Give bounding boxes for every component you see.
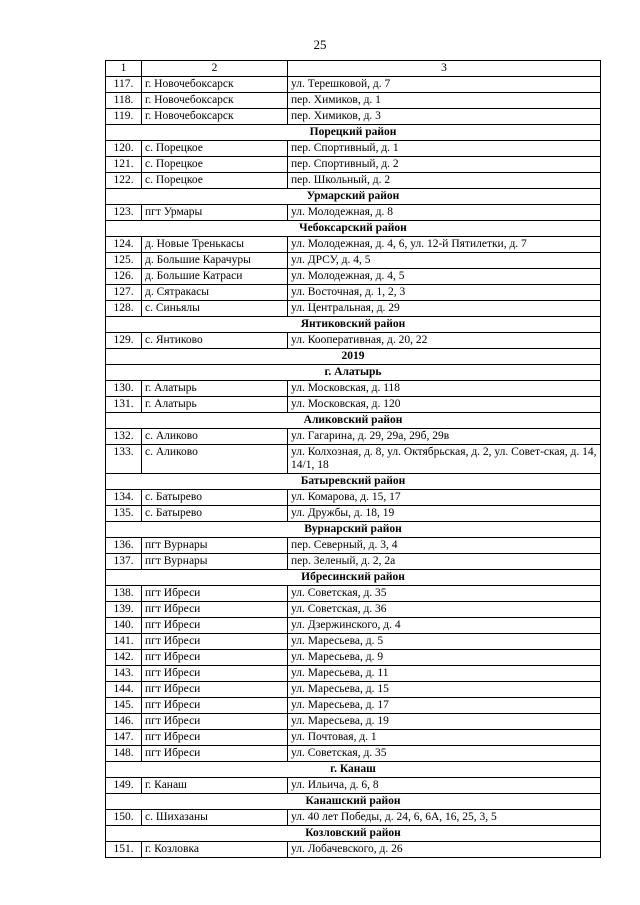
table-row — [106, 253, 601, 269]
row-address: ул. Маресьева, д. 15 — [288, 682, 601, 698]
row-place: пгт Вурнары — [142, 538, 288, 554]
table-row — [106, 77, 601, 93]
table-row — [106, 205, 601, 221]
section-title: Янтиковский район — [106, 317, 601, 333]
row-place: д. Большие Катраси — [142, 269, 288, 285]
row-place: г. Новочебоксарск — [142, 93, 288, 109]
section-header-row — [106, 221, 601, 237]
row-address: ул. Гагарина, д. 29, 29а, 29б, 29в — [288, 429, 601, 445]
row-address: пер. Спортивный, д. 2 — [288, 157, 601, 173]
section-title: Канашский район — [106, 794, 601, 810]
row-address: ул. Ильича, д. 6, 8 — [288, 778, 601, 794]
table-row — [106, 429, 601, 445]
row-place: с. Аликово — [142, 445, 288, 474]
row-number: 151. — [106, 842, 142, 858]
row-number: 143. — [106, 666, 142, 682]
row-place: пгт Ибреси — [142, 730, 288, 746]
row-number: 118. — [106, 93, 142, 109]
row-number: 127. — [106, 285, 142, 301]
table-row — [106, 538, 601, 554]
section-title: 2019 — [106, 349, 601, 365]
section-header-row — [106, 794, 601, 810]
row-place: пгт Ибреси — [142, 602, 288, 618]
row-place: г. Канаш — [142, 778, 288, 794]
table-row — [106, 301, 601, 317]
section-header-row — [106, 522, 601, 538]
row-number: 142. — [106, 650, 142, 666]
row-number: 131. — [106, 397, 142, 413]
section-header-row — [106, 125, 601, 141]
row-number: 145. — [106, 698, 142, 714]
section-title: г. Алатырь — [106, 365, 601, 381]
row-address: ул. Советская, д. 35 — [288, 586, 601, 602]
row-place: пгт Ибреси — [142, 634, 288, 650]
row-place: пгт Ибреси — [142, 650, 288, 666]
table-row — [106, 269, 601, 285]
row-number: 129. — [106, 333, 142, 349]
row-number: 119. — [106, 109, 142, 125]
column-header-2: 2 — [142, 61, 288, 77]
row-number: 123. — [106, 205, 142, 221]
row-address: ул. ДРСУ, д. 4, 5 — [288, 253, 601, 269]
row-address: ул. Маресьева, д. 9 — [288, 650, 601, 666]
row-number: 125. — [106, 253, 142, 269]
table-header-row — [106, 61, 601, 77]
row-number: 120. — [106, 141, 142, 157]
table-row — [106, 634, 601, 650]
row-place: г. Козловка — [142, 842, 288, 858]
table-row — [106, 586, 601, 602]
row-address: ул. Молодежная, д. 8 — [288, 205, 601, 221]
row-address: ул. Маресьева, д. 19 — [288, 714, 601, 730]
table-row — [106, 93, 601, 109]
row-number: 128. — [106, 301, 142, 317]
section-title: Батыревский район — [106, 474, 601, 490]
row-address: ул. Молодежная, д. 4, 6, ул. 12-й Пятилетки, д. 7 — [288, 237, 601, 253]
row-place: г. Новочебоксарск — [142, 77, 288, 93]
row-address: ул. Кооперативная, д. 20, 22 — [288, 333, 601, 349]
row-address: ул. Терешковой, д. 7 — [288, 77, 601, 93]
section-header-row — [106, 474, 601, 490]
row-number: 122. — [106, 173, 142, 189]
row-place: с. Порецкое — [142, 173, 288, 189]
row-number: 146. — [106, 714, 142, 730]
section-title: Урмарский район — [106, 189, 601, 205]
table-body — [106, 77, 601, 858]
row-number: 134. — [106, 490, 142, 506]
table-row — [106, 842, 601, 858]
row-place: г. Алатырь — [142, 397, 288, 413]
column-header-1: 1 — [106, 61, 142, 77]
row-place: с. Синьялы — [142, 301, 288, 317]
table-row — [106, 714, 601, 730]
row-address: ул. Молодежная, д. 4, 5 — [288, 269, 601, 285]
row-number: 138. — [106, 586, 142, 602]
row-place: д. Новые Тренькасы — [142, 237, 288, 253]
table-row — [106, 285, 601, 301]
table-row — [106, 682, 601, 698]
row-number: 133. — [106, 445, 142, 474]
section-header-row — [106, 189, 601, 205]
address-table — [105, 60, 601, 858]
row-place: д. Сятракасы — [142, 285, 288, 301]
table-row — [106, 650, 601, 666]
row-number: 139. — [106, 602, 142, 618]
table-row — [106, 554, 601, 570]
table-row — [106, 381, 601, 397]
row-place: пгт Ибреси — [142, 586, 288, 602]
table-row — [106, 506, 601, 522]
row-place: пгт Ибреси — [142, 698, 288, 714]
row-address: ул. Лобачевского, д. 26 — [288, 842, 601, 858]
row-number: 148. — [106, 746, 142, 762]
row-place: д. Большие Карачуры — [142, 253, 288, 269]
row-address: пер. Химиков, д. 3 — [288, 109, 601, 125]
section-title: Аликовский район — [106, 413, 601, 429]
section-title: г. Канаш — [106, 762, 601, 778]
row-number: 137. — [106, 554, 142, 570]
row-number: 126. — [106, 269, 142, 285]
row-address: пер. Спортивный, д. 1 — [288, 141, 601, 157]
row-number: 135. — [106, 506, 142, 522]
row-place: пгт Ибреси — [142, 666, 288, 682]
table-row — [106, 602, 601, 618]
section-title: Порецкий район — [106, 125, 601, 141]
row-number: 117. — [106, 77, 142, 93]
table-row — [106, 730, 601, 746]
row-address: ул. Московская, д. 120 — [288, 397, 601, 413]
section-title: Чебоксарский район — [106, 221, 601, 237]
row-address: ул. 40 лет Победы, д. 24, 6, 6А, 16, 25, 3, 5 — [288, 810, 601, 826]
row-address: ул. Дружбы, д. 18, 19 — [288, 506, 601, 522]
table-row — [106, 173, 601, 189]
table-row — [106, 698, 601, 714]
table-row — [106, 141, 601, 157]
table-row — [106, 810, 601, 826]
row-address: ул. Колхозная, д. 8, ул. Октябрьская, д. 2, ул. Совет-ская, д. 14, 14/1, 18 — [288, 445, 601, 474]
row-address: пер. Зеленый, д. 2, 2а — [288, 554, 601, 570]
row-number: 140. — [106, 618, 142, 634]
row-place: пгт Ибреси — [142, 746, 288, 762]
table-row — [106, 109, 601, 125]
row-address: ул. Почтовая, д. 1 — [288, 730, 601, 746]
row-address: ул. Московская, д. 118 — [288, 381, 601, 397]
table-row — [106, 333, 601, 349]
table-row — [106, 237, 601, 253]
section-title: Вурнарский район — [106, 522, 601, 538]
row-number: 150. — [106, 810, 142, 826]
row-place: с. Порецкое — [142, 157, 288, 173]
table-row — [106, 618, 601, 634]
table-row — [106, 397, 601, 413]
row-number: 124. — [106, 237, 142, 253]
row-place: с. Батырево — [142, 506, 288, 522]
section-header-row — [106, 826, 601, 842]
row-address: ул. Восточная, д. 1, 2, 3 — [288, 285, 601, 301]
row-address: ул. Маресьева, д. 5 — [288, 634, 601, 650]
section-header-row — [106, 762, 601, 778]
table-row — [106, 490, 601, 506]
row-place: пгт Урмары — [142, 205, 288, 221]
section-header-row — [106, 349, 601, 365]
row-place: с. Янтиково — [142, 333, 288, 349]
section-title: Ибресинский район — [106, 570, 601, 586]
row-place: пгт Ибреси — [142, 618, 288, 634]
section-header-row — [106, 570, 601, 586]
table-row — [106, 445, 601, 474]
row-address: пер. Северный, д. 3, 4 — [288, 538, 601, 554]
row-address: ул. Маресьева, д. 17 — [288, 698, 601, 714]
table-row — [106, 746, 601, 762]
table-row — [106, 666, 601, 682]
row-place: г. Алатырь — [142, 381, 288, 397]
row-number: 136. — [106, 538, 142, 554]
section-header-row — [106, 317, 601, 333]
table-row — [106, 778, 601, 794]
row-address: ул. Советская, д. 35 — [288, 746, 601, 762]
row-number: 132. — [106, 429, 142, 445]
table-row — [106, 157, 601, 173]
section-header-row — [106, 413, 601, 429]
row-place: г. Новочебоксарск — [142, 109, 288, 125]
section-header-row — [106, 365, 601, 381]
row-number: 141. — [106, 634, 142, 650]
row-address: ул. Дзержинского, д. 4 — [288, 618, 601, 634]
row-number: 144. — [106, 682, 142, 698]
row-place: пгт Ибреси — [142, 714, 288, 730]
row-address: пер. Химиков, д. 1 — [288, 93, 601, 109]
row-place: с. Аликово — [142, 429, 288, 445]
row-place: с. Шихазаны — [142, 810, 288, 826]
page-number: 25 — [313, 37, 327, 52]
row-number: 149. — [106, 778, 142, 794]
row-place: с. Батырево — [142, 490, 288, 506]
row-address: ул. Маресьева, д. 11 — [288, 666, 601, 682]
row-number: 147. — [106, 730, 142, 746]
row-address: ул. Центральная, д. 29 — [288, 301, 601, 317]
column-header-3: 3 — [288, 61, 601, 77]
row-address: ул. Комарова, д. 15, 17 — [288, 490, 601, 506]
row-address: пер. Школьный, д. 2 — [288, 173, 601, 189]
row-number: 121. — [106, 157, 142, 173]
row-place: с. Порецкое — [142, 141, 288, 157]
section-title: Козловский район — [106, 826, 601, 842]
row-number: 130. — [106, 381, 142, 397]
row-place: пгт Ибреси — [142, 682, 288, 698]
row-address: ул. Советская, д. 36 — [288, 602, 601, 618]
row-place: пгт Вурнары — [142, 554, 288, 570]
